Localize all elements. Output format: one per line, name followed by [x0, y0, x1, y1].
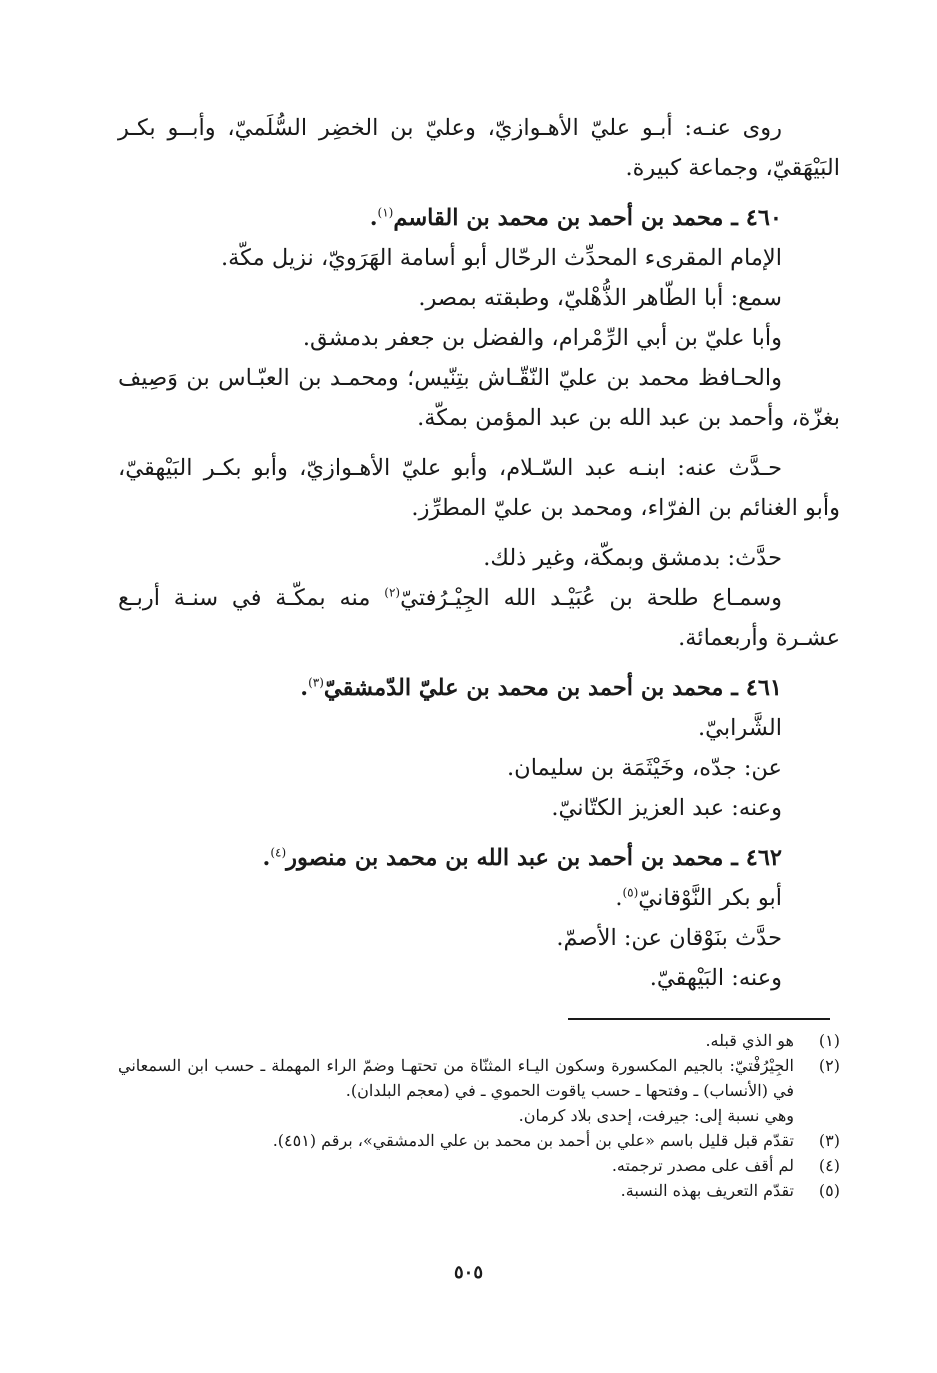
- footnote-number: [794, 1103, 840, 1128]
- entry-460-heading-text: ٤٦٠ ـ محمد بن أحمد بن محمد بن القاسم: [393, 205, 782, 231]
- entry-462-line-1: [118, 878, 840, 918]
- entry-460-paragraph-3: [118, 578, 840, 658]
- footnote-number: (٤): [818, 1156, 840, 1175]
- entry-461-line-1: الشَّرابيّ.: [697, 715, 782, 741]
- entry-461-heading-end: .: [300, 675, 309, 701]
- top-paragraph-line-2: البَيْهَقيّ، وجماعة كبيرة.: [625, 155, 840, 181]
- footnote-text: هو الذي قبله.: [705, 1031, 794, 1050]
- entry-461-line-2: عن: جدّه، وخَيْثَمَة بن سليمان.: [507, 755, 782, 781]
- footnote-item: [118, 1028, 840, 1053]
- entry-462-line-1-text: أبو بكر النَّوْقانيّ: [638, 885, 782, 911]
- entry-460-paragraph-2-line-2: وأبو الغنائم بن الفرّاء، ومحمد بن عليّ المطرِّز.: [411, 495, 840, 521]
- entry-460-line-3: وأبا عليّ بن أبي الرِّمْرام، والفضل بن جعفر بدمشق.: [302, 325, 782, 351]
- entry-462-heading-text: ٤٦٢ ـ محمد بن أحمد بن عبد الله بن محمد بن منصور: [286, 845, 782, 871]
- entry-462-line-2: حدَّث بنَوْقان عن: الأصمّ.: [556, 925, 782, 951]
- entry-460-line-1: الإمام المقرىء المحدِّث الرحّال أبو أسامة الهَرَويّ، نزيل مكّة.: [220, 245, 782, 271]
- entry-460-paragraph-3-line-1b: منه بمكّـة في سنـة أربـع عشـرة: [118, 585, 840, 651]
- footnote-ref-5: (٥): [622, 885, 639, 900]
- top-paragraph: [118, 108, 840, 188]
- footnote-number: (٥): [818, 1181, 840, 1200]
- entry-460-paragraph-2-line-1: حـدَّث عنه: ابنـه عبد السّـلام، وأبو عليّ الأهـوازيّ، وأبو بكـر البَيْهقيّ،: [118, 455, 782, 481]
- entry-460-heading: [118, 198, 840, 238]
- footnotes: [118, 1028, 840, 1203]
- page-number: ٥٠٥: [453, 1262, 483, 1283]
- footnote-item: [118, 1053, 840, 1103]
- entry-460-paragraph-1-line-2: بغزّة، وأحمد بن عبد الله بن عبد المؤمن بمكّة.: [417, 405, 840, 431]
- entry-460-paragraph-3-line-1a: وسمـاع طلحة بن عُبَيْـد الله الجِيْـرُفتيّ: [400, 585, 782, 611]
- footnote-separator: [568, 1018, 830, 1020]
- entry-460-paragraph-1-line-1: والحـافظ محمد بن عليّ النّقّـاش بتِنّيس؛ ومحمـد بن العبّـاس بن وَصِيف: [118, 365, 782, 391]
- entry-460-line-2: سمع: أبا الطّاهر الذُّهْليّ، وطبقته بمصر.: [418, 285, 782, 311]
- footnote-item: [118, 1103, 840, 1128]
- footnote-item: [118, 1128, 840, 1153]
- entry-460-paragraph-2: [118, 448, 840, 528]
- entry-462-heading-end: .: [262, 845, 271, 871]
- footnote-number: (٢): [818, 1056, 840, 1075]
- entry-460-haddath-line: حدَّث: بدمشق وبمكّة، وغير ذلك.: [483, 545, 782, 571]
- footnote-ref-4: (٤): [270, 845, 287, 860]
- entry-462-line-3: وعنه: البَيْهقيّ.: [649, 965, 782, 991]
- entry-461-heading-text: ٤٦١ ـ محمد بن أحمد بن محمد بن عليّ الدّمشقيّ: [323, 675, 782, 701]
- entry-460-heading-end: .: [369, 205, 378, 231]
- entry-462-line-1-end: .: [615, 885, 623, 911]
- footnote-text: لم أقف على مصدر ترجمته.: [611, 1156, 794, 1175]
- main-text: [118, 108, 840, 998]
- footnote-item: [118, 1178, 840, 1203]
- footnote-ref-2: (٢): [384, 585, 401, 600]
- footnote-text: وهي نسبة إلى: جيرفت، إحدى بلاد كرمان.: [518, 1106, 794, 1125]
- footnote-text: تقدّم التعريف بهذه النسبة.: [620, 1181, 794, 1200]
- footnote-item: [118, 1153, 840, 1178]
- entry-460-paragraph-3-line-2: وأربعمائة.: [678, 625, 769, 651]
- entry-460-paragraph-1: [118, 358, 840, 438]
- entry-462-heading: [118, 838, 840, 878]
- footnote-ref-1: (١): [377, 205, 394, 220]
- entry-461-line-3: وعنه: عبد العزيز الكتّانيّ.: [551, 795, 782, 821]
- entry-461-heading: [118, 668, 840, 708]
- footnote-text: الجِيْرُفْتيّ: بالجيم المكسورة وسكون اليـاء المثنّاة من تحتهـا وضمّ الراء المهملة ـ حسب ابن السمعاني في (الأنساب) ـ وفتحها ـ حسب ياقوت الحموي ـ في (معجم البلدان).: [118, 1056, 794, 1100]
- top-paragraph-line-1: روى عنـه: أبـو عليّ الأهـوازيّ، وعليّ بن الخضِر السُّلَميّ، وأبــو بكـر: [118, 115, 782, 141]
- footnote-number: (٣): [818, 1131, 840, 1150]
- footnote-ref-3: (٣): [308, 675, 324, 690]
- footnote-number: (١): [818, 1031, 840, 1050]
- footnote-text: تقدّم قبل قليل باسم «علي بن أحمد بن محمد بن علي الدمشقي»، برقم (٤٥١).: [272, 1131, 794, 1150]
